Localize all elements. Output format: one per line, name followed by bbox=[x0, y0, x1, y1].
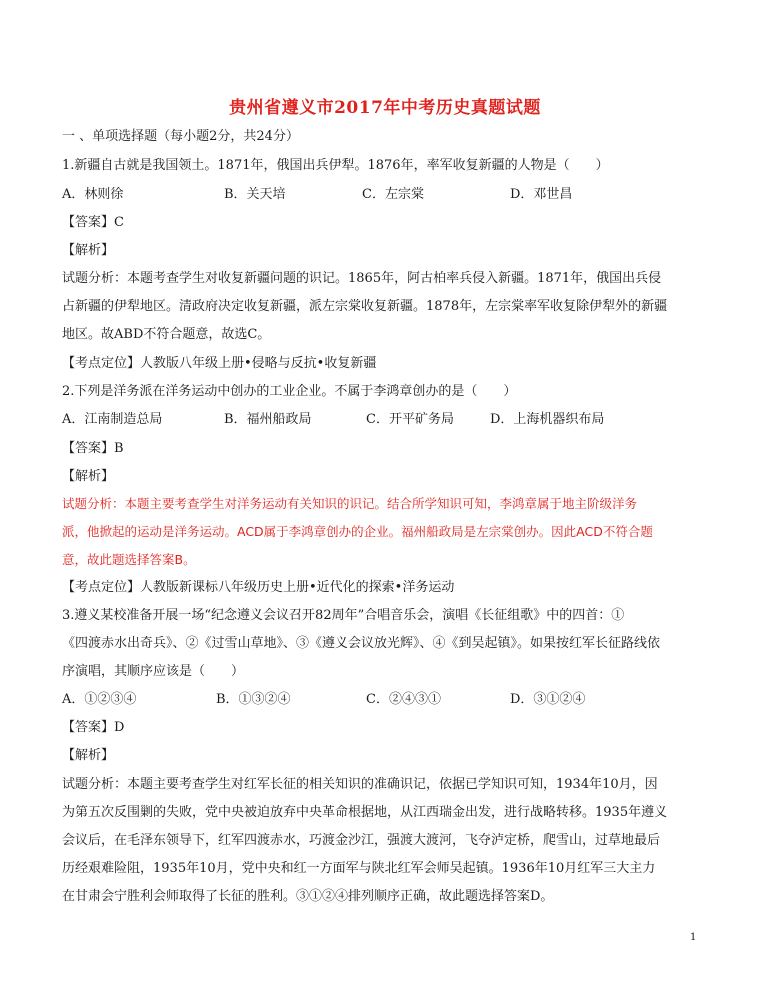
q1-analysis-line-2: 占新疆的伊犁地区。清政府决定收复新疆，派左宗棠收复新疆。1878年，左宗棠率军收复除伊犁外的新疆 bbox=[62, 299, 668, 314]
q3-analysis-line-3: 会议后，在毛泽东领导下，红军四渡赤水，巧渡金沙江，强渡大渡河，飞夺泸定桥，爬雪山，过草地最后 bbox=[62, 833, 661, 848]
q3-option-c: C．②④③① bbox=[366, 692, 441, 707]
page-number: 1 bbox=[690, 932, 697, 943]
question-1-stem: 1.新疆自古就是我国领土。1871年，俄国出兵伊犁。1876年，率军收复新疆的人物是（ ） bbox=[62, 158, 609, 173]
q2-option-a: A．江南制造总局 bbox=[62, 412, 163, 427]
q1-analysis-label: 【解析】 bbox=[62, 243, 115, 258]
q3-analysis-line-5: 在甘肃会宁胜利会师取得了长征的胜利。③①②④排列顺序正确，故此题选择答案D。 bbox=[62, 889, 554, 904]
q2-answer: 【答案】B bbox=[62, 441, 124, 456]
q2-analysis-label: 【解析】 bbox=[62, 469, 115, 484]
q2-analysis-line-3: 意，故此题选择答案B。 bbox=[62, 552, 196, 567]
q2-option-c: C．开平矿务局 bbox=[366, 412, 454, 427]
q2-option-d: D．上海机器织布局 bbox=[490, 412, 605, 427]
section-heading: 一 、单项选择题（每小题2分，共24分） bbox=[62, 129, 299, 144]
q2-analysis-line-2: 派，他掀起的运动是洋务运动。ACD属于李鸿章创办的企业。福州船政局是左宗棠创办。因此ACD不符合题 bbox=[62, 524, 653, 539]
q2-option-b: B．福州船政局 bbox=[224, 412, 312, 427]
q3-option-a: A．①②③④ bbox=[62, 692, 137, 707]
q3-analysis-line-4: 历经艰难险阻，1935年10月，党中央和红一方面军与陕北红军会师吴起镇。1936年10月红军三大主力 bbox=[62, 861, 656, 876]
q3-option-d: D．③①②④ bbox=[510, 692, 586, 707]
q3-analysis-line-1: 试题分析：本题主要考查学生对红军长征的相关知识的准确识记，依据已学知识可知，1934年10月，因 bbox=[62, 777, 658, 792]
q1-analysis-line-3: 地区。故ABD不符合题意，故选C。 bbox=[62, 327, 271, 342]
q1-knowledge-point: 【考点定位】人教版八年级上册•侵略与反抗•收复新疆 bbox=[62, 356, 377, 371]
q1-option-c: C．左宗棠 bbox=[362, 187, 424, 202]
q1-option-b: B．关天培 bbox=[224, 187, 286, 202]
question-3-stem-line-1: 3.遵义某校准备开展一场“纪念遵义会议召开82周年”合唱音乐会，演唱《长征组歌》中的四首：① bbox=[62, 608, 625, 623]
q1-analysis-line-1: 试题分析：本题考查学生对收复新疆问题的识记。1865年，阿古柏率兵侵入新疆。1871年，俄国出兵侵 bbox=[62, 271, 662, 286]
q2-analysis-line-1: 试题分析：本题主要考查学生对洋务运动有关知识的识记。结合所学知识可知，李鸿章属于地主阶级洋务 bbox=[62, 496, 638, 511]
question-2-stem: 2.下列是洋务派在洋务运动中创办的工业企业。不属于李鸿章创办的是（ ） bbox=[62, 384, 517, 399]
q1-option-d: D．邓世昌 bbox=[510, 187, 573, 202]
q3-option-b: B．①③②④ bbox=[216, 692, 291, 707]
question-3-stem-line-2: 《四渡赤水出奇兵》、②《过雪山草地》、③《遵义会议放光辉》、④《到吴起镇》。如果按红军长征路线依 bbox=[62, 636, 661, 651]
page-title: 贵州省遵义市2017年中考历史真题试题 bbox=[229, 98, 541, 118]
q3-answer: 【答案】D bbox=[62, 720, 125, 735]
question-3-stem-line-3: 序演唱，其顺序应该是（ ） bbox=[62, 664, 245, 679]
q1-option-a: A．林则徐 bbox=[62, 187, 124, 202]
q1-answer: 【答案】C bbox=[62, 215, 124, 230]
q3-analysis-label: 【解析】 bbox=[62, 748, 115, 763]
q2-knowledge-point: 【考点定位】人教版新课标八年级历史上册•近代化的探索•洋务运动 bbox=[62, 580, 455, 595]
q3-analysis-line-2: 为第五次反围剿的失败，党中央被迫放弃中央革命根据地，从江西瑞金出发，进行战略转移。1935年遵义 bbox=[62, 805, 668, 820]
